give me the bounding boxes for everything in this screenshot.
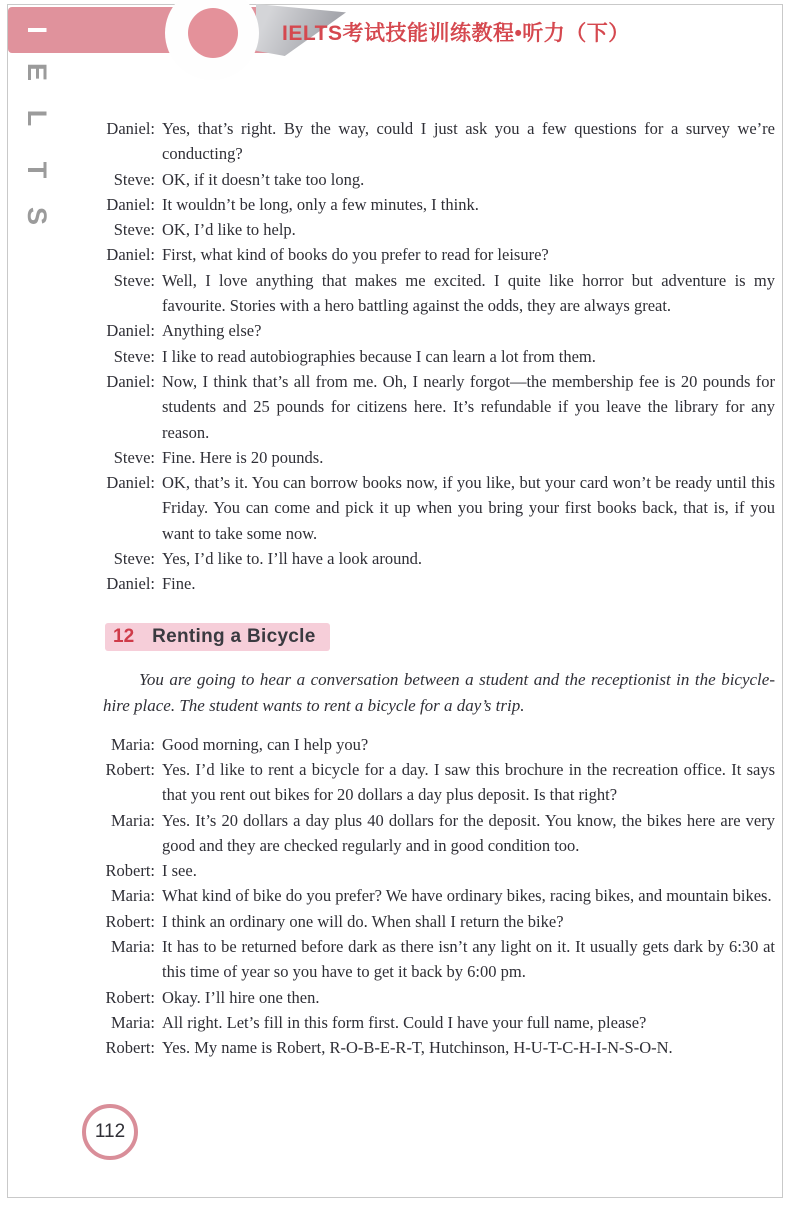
dialogue-turn [103, 445, 775, 470]
speaker-name: Robert: [105, 759, 155, 779]
dialogue-turn [103, 116, 775, 167]
section-number: 12 [113, 625, 135, 647]
speaker-name: Steve: [113, 169, 155, 189]
speaker-name: Steve: [113, 270, 155, 290]
sidebar-letter-s: S [22, 206, 52, 225]
speaker-name: Maria: [111, 810, 155, 830]
speech-text: First, what kind of books do you prefer to read for leisure? [162, 245, 549, 265]
speech-text: Fine. Here is 20 pounds. [162, 447, 324, 467]
speech-text: It wouldn’t be long, only a few minutes, I think. [162, 194, 479, 214]
speaker-name: Daniel: [106, 119, 155, 138]
page-number-badge [82, 1104, 138, 1160]
speech-text: Good morning, can I help you? [162, 734, 369, 754]
dialogue-turn [103, 192, 775, 217]
speech-text: OK, I’d like to help. [162, 220, 296, 240]
speaker-name: Maria: [111, 937, 155, 957]
speech-text: Yes. I’d like to rent a bicycle for a day. I saw this brochure in the recreation office. It says that you rent out bikes for 20 dollars a day plus deposit. Is that right? [162, 759, 775, 805]
speaker-name: Daniel: [106, 245, 155, 265]
dialogue-turn [103, 546, 775, 571]
section-title: Renting a Bicycle [152, 625, 316, 647]
speaker-name: Robert: [105, 911, 155, 931]
speech-text: I see. [162, 861, 197, 881]
speaker-name: Steve: [113, 447, 155, 467]
dialogue-turn [103, 344, 775, 369]
sidebar-letter-l: L [22, 109, 52, 127]
banner-circle-pink [188, 8, 238, 58]
speaker-name: Maria: [111, 734, 155, 754]
dialogue-turn [103, 732, 775, 757]
sidebar-letter-e: E [22, 62, 52, 81]
speaker-name: Maria: [111, 886, 155, 906]
section-heading [105, 623, 330, 651]
dialogue-turn [103, 934, 775, 985]
dialogue-turn [103, 217, 775, 242]
speech-text: Okay. I’ll hire one then. [162, 987, 320, 1007]
speech-text: OK, that’s it. You can borrow books now, if you like, but your card won’t be ready until this Friday. You can come and pick it up when you bring your first books back, that is, if you want to take some now. [162, 473, 775, 543]
speaker-name: Daniel: [106, 194, 155, 214]
dialogue-turn [103, 470, 775, 546]
page-number: 112 [94, 1121, 126, 1142]
sidebar-letter-t: T [22, 161, 52, 179]
speaker-name: Daniel: [106, 371, 155, 391]
speech-text: Now, I think that’s all from me. Oh, I nearly forgot—the membership fee is 20 pounds for students and 25 pounds for citizens here. It’s refundable if you leave the library for any reason. [162, 371, 775, 442]
speech-text: It has to be returned before dark as there isn’t any light on it. It usually gets dark by 6:30 at this time of year so you have to get it back by 6:00 pm. [162, 937, 775, 982]
speech-text: Anything else? [162, 321, 262, 341]
book-title: IELTS考试技能训练教程•听力（下） [282, 22, 630, 45]
speech-text: Yes, I’d like to. I’ll have a look around. [162, 549, 422, 569]
speaker-name: Robert: [105, 1038, 155, 1058]
sidebar-letter-i: I [22, 26, 52, 34]
dialogue-turn [103, 571, 775, 596]
speaker-name: Robert: [105, 987, 155, 1007]
speaker-name: Daniel: [106, 321, 155, 341]
page-content [103, 116, 775, 1061]
speech-text: I think an ordinary one will do. When shall I return the bike? [162, 911, 564, 931]
speaker-name: Steve: [113, 549, 155, 569]
dialogue-turn [103, 909, 775, 934]
intro-paragraph: You are going to hear a conversation between a student and the receptionist in the bicycle-hire place. The student wants to rent a bicycle for a day’s trip. [103, 669, 775, 715]
speech-text: Fine. [162, 574, 196, 594]
speech-text: OK, if it doesn’t take too long. [162, 169, 365, 189]
dialogue-turn [103, 985, 775, 1010]
speaker-name: Daniel: [106, 473, 155, 493]
dialogue-turn [103, 1035, 775, 1060]
speaker-name: Daniel: [106, 574, 155, 594]
speaker-name: Steve: [113, 346, 155, 366]
speaker-name: Steve: [113, 220, 155, 240]
dialogue-turn [103, 858, 775, 883]
speech-text: Yes, that’s right. By the way, could I just ask you a few questions for a survey we’re conducting? [162, 119, 775, 164]
dialogue-library [103, 116, 775, 597]
dialogue-turn [103, 167, 775, 192]
dialogue-turn [103, 268, 775, 319]
speech-text: Yes. It’s 20 dollars a day plus 40 dollars for the deposit. You know, the bikes here are very good and they are checked regularly and in good condition too. [162, 810, 775, 855]
speech-text: What kind of bike do you prefer? We have ordinary bikes, racing bikes, and mountain bikes. [162, 886, 772, 906]
speech-text: Well, I love anything that makes me excited. I quite like horror but adventure is my favourite. Stories with a hero battling against the odds, they are always great. [162, 270, 775, 316]
dialogue-turn [103, 369, 775, 445]
speech-text: Yes. My name is Robert, R-O-B-E-R-T, Hutchinson, H-U-T-C-H-I-N-S-O-N. [162, 1038, 673, 1058]
dialogue-turn [103, 808, 775, 859]
dialogue-turn [103, 1010, 775, 1035]
speaker-name: Maria: [111, 1012, 155, 1032]
dialogue-bicycle [103, 732, 775, 1061]
speech-text: I like to read autobiographies because I can learn a lot from them. [162, 346, 596, 366]
dialogue-turn [103, 883, 775, 908]
speech-text: All right. Let’s fill in this form first. Could I have your full name, please? [162, 1012, 647, 1032]
dialogue-turn [103, 242, 775, 267]
speaker-name: Robert: [105, 861, 155, 881]
dialogue-turn [103, 757, 775, 808]
dialogue-turn [103, 318, 775, 343]
